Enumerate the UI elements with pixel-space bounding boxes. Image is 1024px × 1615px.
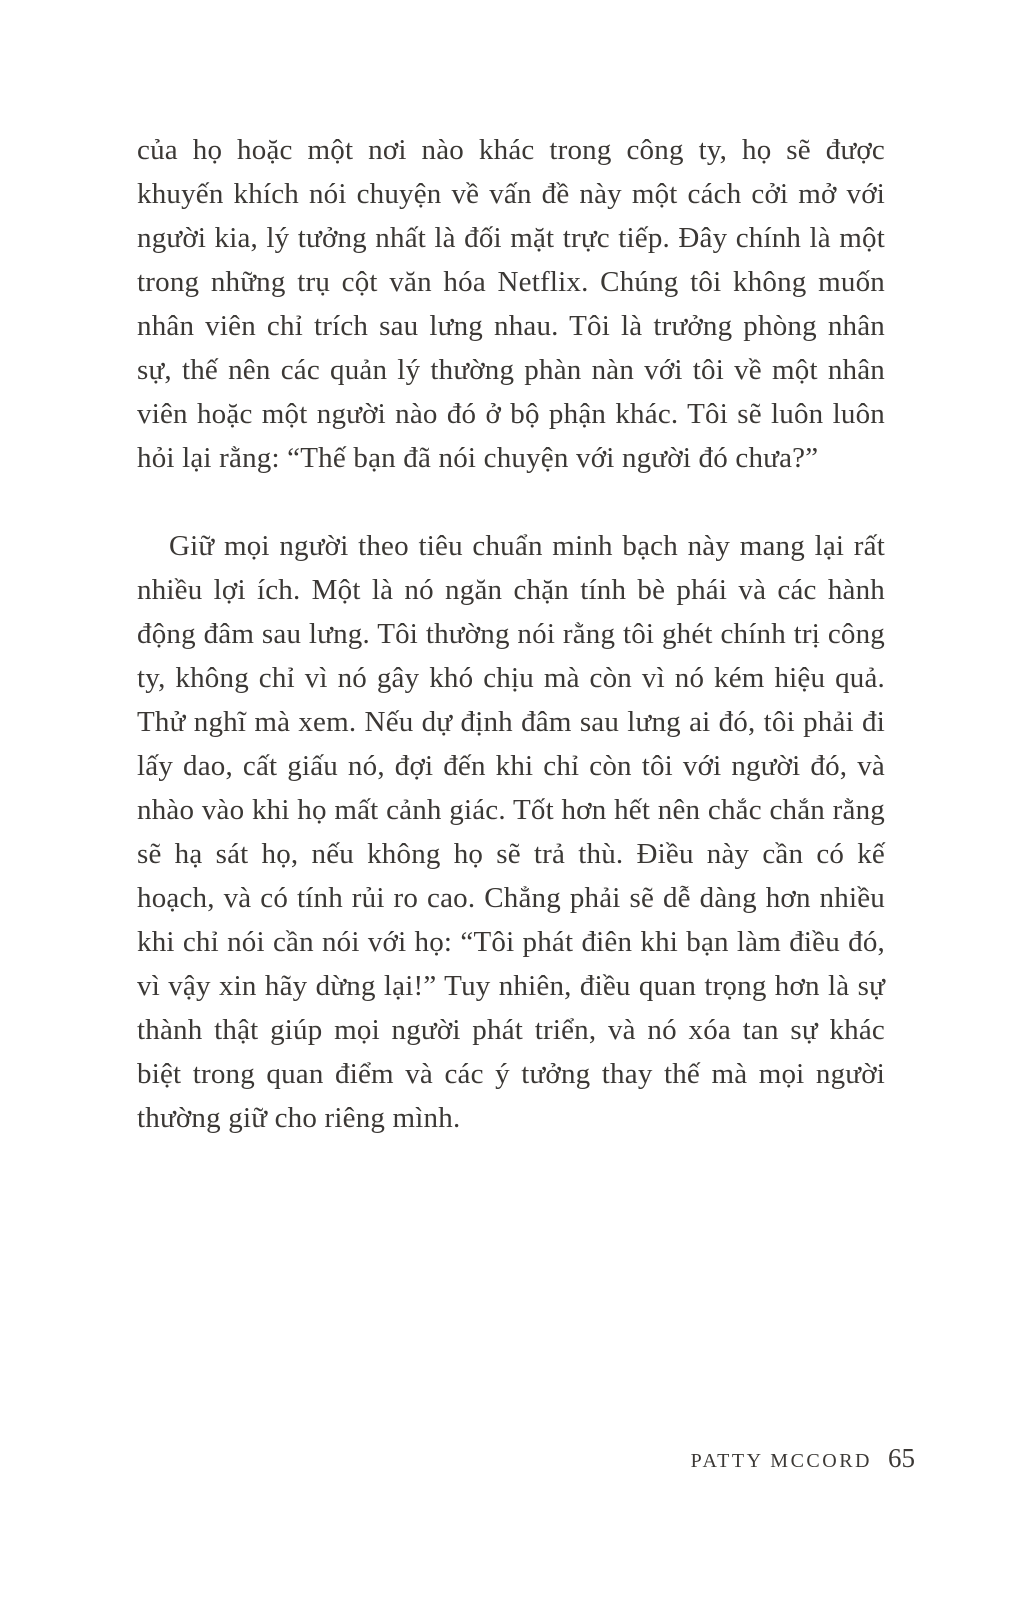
- page-number: 65: [888, 1443, 915, 1473]
- page-footer: [691, 1443, 915, 1474]
- paragraph-1: của họ hoặc một nơi nào khác trong công ty, họ sẽ được khuyến khích nói chuyện về vấn đề này một cách cởi mở với người kia, lý tưởng nhất là đối mặt trực tiếp. Đây chính là một trong những trụ cột văn hóa Netflix. Chúng tôi không muốn nhân viên chỉ trích sau lưng nhau. Tôi là trưởng phòng nhân sự, thế nên các quản lý thường phàn nàn với tôi về một nhân viên hoặc một người nào đó ở bộ phận khác. Tôi sẽ luôn luôn hỏi lại rằng: “Thế bạn đã nói chuyện với người đó chưa?”: [137, 134, 885, 474]
- running-footer-author: PATTY MCCORD: [690, 1450, 872, 1472]
- body-text: [137, 128, 885, 1184]
- paragraph-2: Giữ mọi người theo tiêu chuẩn minh bạch này mang lại rất nhiều lợi ích. Một là nó ngăn chặn tính bè phái và các hành động đâm sau lưng. Tôi thường nói rằng tôi ghét chính trị công ty, không chỉ vì nó gây khó chịu mà còn vì nó kém hiệu quả. Thử nghĩ mà xem. Nếu dự định đâm sau lưng ai đó, tôi phải đi lấy dao, cất giấu nó, đợi đến khi chỉ còn tôi với người đó, và nhào vào khi họ mất cảnh giác. Tốt hơn hết nên chắc chắn rằng sẽ hạ sát họ, nếu không họ sẽ trả thù. Điều này cần có kế hoạch, và có tính rủi ro cao. Chẳng phải sẽ dễ dàng hơn nhiều khi chỉ nói cần nói với họ: “Tôi phát điên khi bạn làm điều đó, vì vậy xin hãy dừng lại!” Tuy nhiên, điều quan trọng hơn là sự thành thật giúp mọi người phát triển, và nó xóa tan sự khác biệt trong quan điểm và các ý tưởng thay thế mà mọi người thường giữ cho riêng mình.: [137, 530, 885, 1134]
